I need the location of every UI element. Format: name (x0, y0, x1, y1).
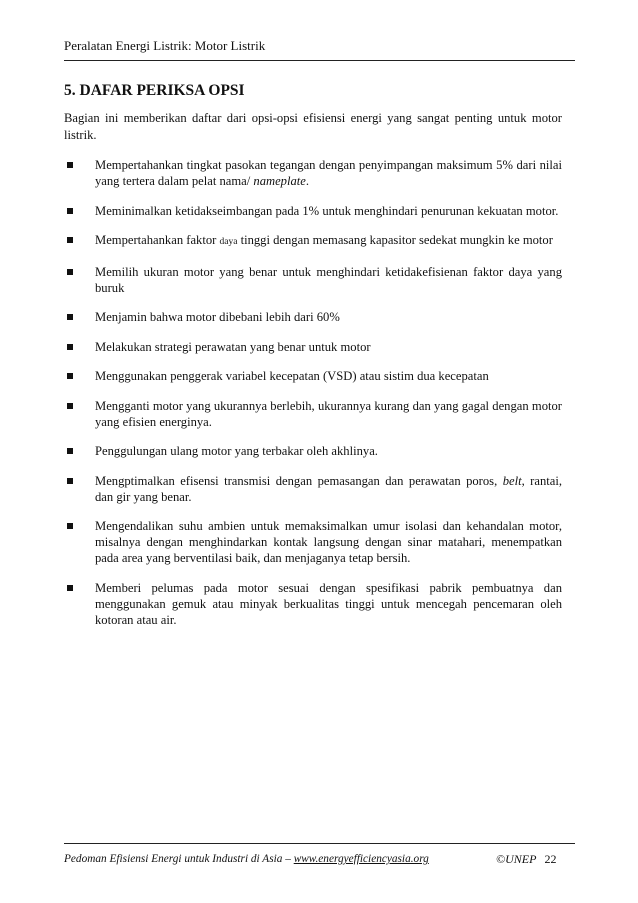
list-item: Memberi pelumas pada motor sesuai dengan spesifikasi pabrik pembuatnya dan menggunakan gemuk atau minyak berkualitas tinggi untuk mencegah pencemaran oleh kotoran atau air. (64, 580, 562, 628)
square-bullet-icon (67, 237, 73, 243)
square-bullet-icon (67, 208, 73, 214)
footer-text: Pedoman Efisiensi Energi untuk Industri di Asia – www.energyefficiencyasia.org (64, 853, 429, 865)
square-bullet-icon (67, 344, 73, 350)
list-item: Mengganti motor yang ukurannya berlebih, ukurannya kurang dan yang gagal dengan motor yang efisien energinya. (64, 398, 562, 430)
square-bullet-icon (67, 373, 73, 379)
running-header: Peralatan Energi Listrik: Motor Listrik (64, 38, 266, 53)
checklist (64, 157, 562, 641)
square-bullet-icon (67, 523, 73, 529)
list-item: Menggunakan penggerak variabel kecepatan (VSD) atau sistim dua kecepatan (64, 368, 562, 384)
list-item: Menjamin bahwa motor dibebani lebih dari 60% (64, 309, 562, 325)
square-bullet-icon (67, 269, 73, 275)
list-item: Mengptimalkan efisensi transmisi dengan pemasangan dan perawatan poros, belt, rantai, dan gir yang benar. (64, 473, 562, 505)
square-bullet-icon (67, 448, 73, 454)
intro-paragraph: Bagian ini memberikan daftar dari opsi-opsi efisiensi energi yang sangat penting untuk motor listrik. (64, 111, 562, 142)
list-item: Mempertahankan tingkat pasokan tegangan dengan penyimpangan maksimum 5% dari nilai yang tertera dalam pelat nama/ nameplate. (64, 157, 562, 189)
list-item: Mengendalikan suhu ambien untuk memaksimalkan umur isolasi dan kehandalan motor, misalnya dengan menghindarkan kontak langsung dengan sinar matahari, menempatkan pada area yang berventilasi baik, dan menjaganya tetap bersih. (64, 518, 562, 566)
square-bullet-icon (67, 314, 73, 320)
footer-rule (64, 843, 575, 844)
footer-right (496, 852, 556, 867)
section-title: 5. DAFAR PERIKSA OPSI (64, 82, 245, 99)
copyright: ©UNEP (496, 852, 537, 866)
square-bullet-icon (67, 478, 73, 484)
list-item: Memilih ukuran motor yang benar untuk menghindari ketidakefisienan faktor daya yang buruk (64, 264, 562, 296)
page-number: 22 (544, 852, 557, 866)
square-bullet-icon (67, 585, 73, 591)
list-item: Penggulungan ulang motor yang terbakar oleh akhlinya. (64, 443, 562, 459)
list-item: Mempertahankan faktor daya tinggi dengan memasang kapasitor sedekat mungkin ke motor (64, 232, 562, 250)
square-bullet-icon (67, 162, 73, 168)
square-bullet-icon (67, 403, 73, 409)
list-item: Meminimalkan ketidakseimbangan pada 1% untuk menghindari penurunan kekuatan motor. (64, 203, 562, 219)
footer-link[interactable]: www.energyefficiencyasia.org (293, 853, 429, 865)
list-item: Melakukan strategi perawatan yang benar untuk motor (64, 339, 562, 355)
header-rule (64, 60, 575, 61)
